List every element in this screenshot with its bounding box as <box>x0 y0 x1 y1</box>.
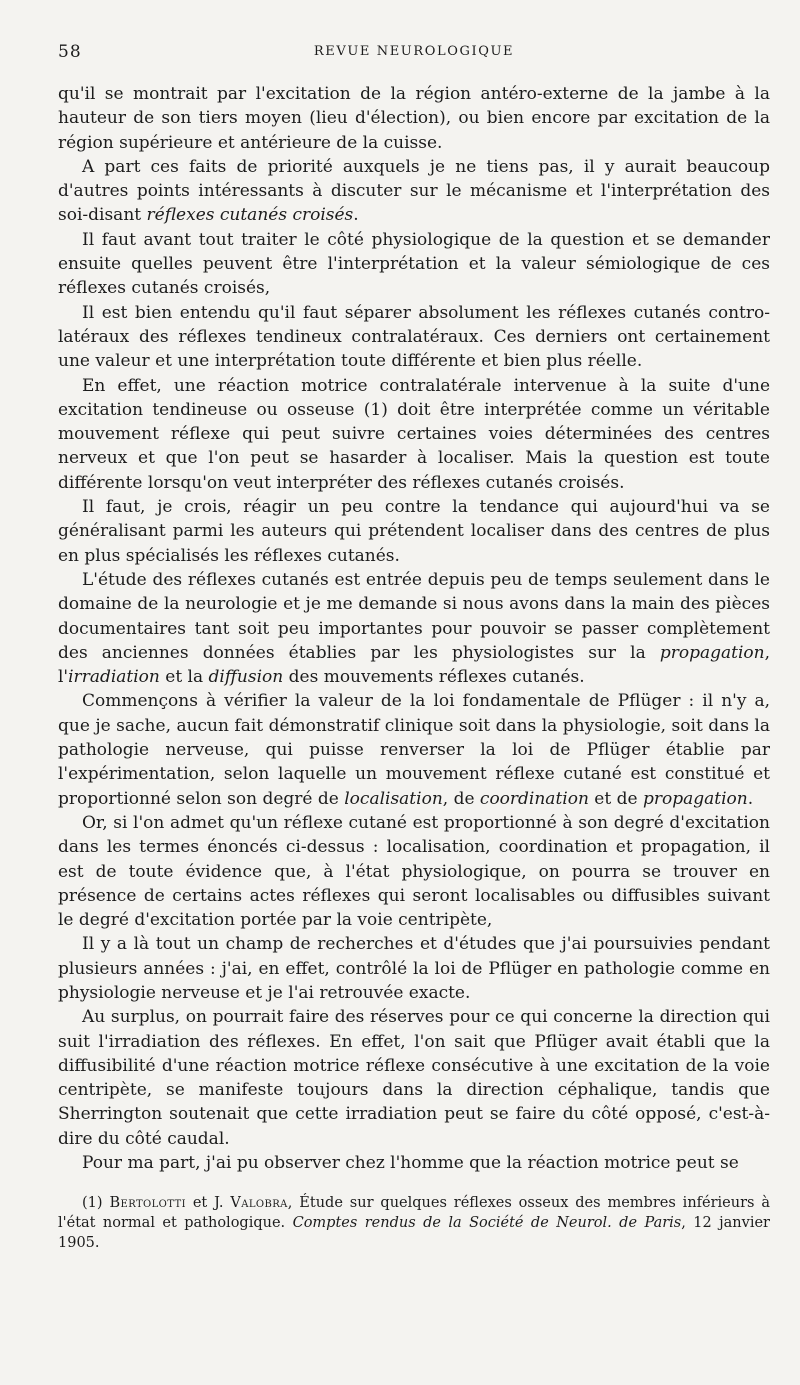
footnote-source: Comptes rendus de la Société de Neurol. de Paris <box>292 1215 682 1232</box>
paragraph <box>58 689 770 810</box>
footnote-author: Valobra <box>230 1195 288 1212</box>
italic-term: irradiation <box>68 667 160 688</box>
text-run: , de <box>442 788 480 809</box>
footnote-author: Bertolotti <box>109 1195 186 1212</box>
footnote-marker: (1) <box>82 1195 103 1212</box>
footnote-text: , Étude sur quelques réflexes osseux des membres inférieurs à l'état normal et pathologique. <box>58 1195 771 1232</box>
paragraph <box>58 1151 770 1175</box>
text-run: Au surplus, on pourrait faire des réserves pour ce qui concerne la direction qui suit l'irradiation des réflexes. En effet, l'on sait que Pflüger avait établi que la diffusibilité d'une réaction motrice réflexe consécutive à une excitation de la voie centripète, se manifeste toujours dans la direction céphalique, tandis que Sherrington soutenait que cette irradiation peut se faire du côté opposé, c'est-à-dire du côté caudal. <box>58 1007 770 1149</box>
text-run: En effet, une réaction motrice contralatérale intervenue à la suite d'une excitation tendineuse ou osseuse (1) doit être interprétée comme un véritable mouvement réflexe qui peut suivre certaines voies déterminées des centres nerveux et que l'on peut se hasarder à localiser. Mais la question est toute différente lorsqu'on veut interpréter des réflexes cutanés croisés. <box>58 375 770 493</box>
text-run: Il faut, je crois, réagir un peu contre la tendance qui aujourd'hui va se généralisant parmi les auteurs qui prétendent localiser dans des centres de plus en plus spécialisés les réflexes cutanés. <box>58 497 770 566</box>
text-run: Il est bien entendu qu'il faut séparer absolument les réflexes cutanés contro-latéraux des réflexes tendineux contralatéraux. Ces derniers ont certainement une valeur et une interprétation toute différente et bien plus réelle. <box>58 302 770 372</box>
italic-term: réflexes cutanés croisés <box>146 205 354 226</box>
text-run: Or, si l'on admet qu'un réflexe cutané est proportionné à son degré d'excitation dans les termes énoncés ci-dessus : localisation, coordination et propagation, il est de toute évidence que, à l'état physiologique, on pourra se trouver en présence de certains actes réflexes qui seront localisables ou diffusibles suivant le degré d'excitation portée par la voie centripète, <box>58 812 770 931</box>
body-text <box>58 82 770 1175</box>
italic-term: coordination <box>479 788 589 809</box>
italic-term: diffusion <box>208 667 284 688</box>
text-run: . <box>747 788 754 809</box>
text-run: Il faut avant tout traiter le côté physiologique de la question et se demander ensuite quelles peuvent être l'interprétation et la valeur sémiologique de ces réflexes cutanés croisés, <box>58 229 770 299</box>
footnote <box>58 1193 770 1253</box>
paragraph <box>58 811 770 932</box>
text-run: et la <box>159 667 209 688</box>
running-head <box>58 42 770 66</box>
text-run: qu'il se montrait par l'excitation de la région antéro-externe de la jambe à la hauteur de son tiers moyen (lieu d'élection), ou bien encore par excitation de la région supérieure et antérieure de la cuisse. <box>58 84 770 153</box>
text-run: A part ces faits de priorité auxquels je ne tiens pas, il y aurait beaucoup d'autres points intéressants à discuter sur le mécanisme et l'interprétation des soi-disant <box>58 156 770 226</box>
page <box>58 42 770 1253</box>
text-run: Il y a là tout un champ de recherches et d'études que j'ai poursuivies pendant plusieurs années : j'ai, en effet, contrôlé la loi de Pflüger en pathologie comme en physiologie nerveuse et je l'ai retrouvée exacte. <box>58 934 770 1003</box>
text-run: , l' <box>58 642 770 688</box>
paragraph <box>58 301 770 374</box>
text-run: et de <box>588 788 643 809</box>
italic-term: localisation <box>344 788 443 809</box>
paragraph <box>58 495 770 568</box>
page-number: 58 <box>58 42 82 62</box>
italic-term: propagation <box>642 788 748 809</box>
text-run: L'étude des réflexes cutanés est entrée depuis peu de temps seulement dans le domaine de la neurologie et je me demande si nous avons dans la main des pièces documentaires tant soit peu importantes pour pouvoir se passer complètement des anciennes données établies par les physiologistes sur la <box>58 569 770 663</box>
paragraph <box>58 374 770 495</box>
paragraph <box>58 228 770 301</box>
paragraph <box>58 1005 770 1151</box>
text-run: Pour ma part, j'ai pu observer chez l'homme que la réaction motrice peut se <box>82 1153 739 1174</box>
italic-term: propagation <box>659 642 765 663</box>
paragraph <box>58 932 770 1005</box>
text-run: des mouvements réflexes cutanés. <box>283 667 585 688</box>
footnote-conjunction: et J. <box>185 1195 231 1212</box>
journal-title: REVUE NEUROLOGIQUE <box>313 44 515 59</box>
paragraph <box>58 155 770 228</box>
paragraph <box>58 82 770 155</box>
paragraph <box>58 568 770 689</box>
text-run: Commençons à vérifier la valeur de la loi fondamentale de Pflüger : il n'y a, que je sache, aucun fait démonstratif clinique soit dans la physiologie, soit dans la pathologie nerveuse, qui puisse renverser la loi de Pflüger établie par l'expérimentation, selon laquelle un mouvement réflexe cutané est constitué et proportionné selon son degré de <box>58 691 770 809</box>
text-run: . <box>353 205 359 226</box>
footnote-date: , 12 janvier 1905. <box>58 1215 770 1252</box>
